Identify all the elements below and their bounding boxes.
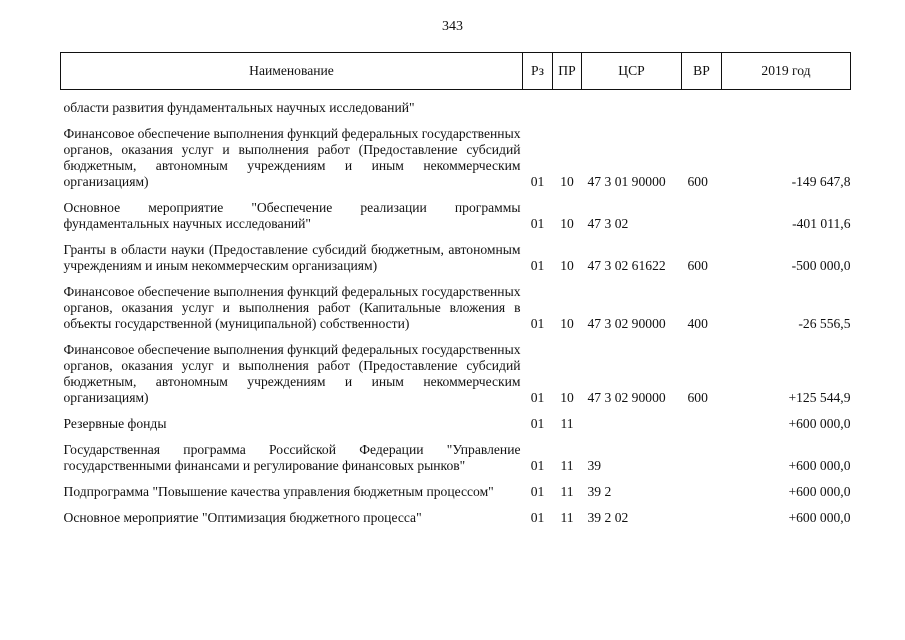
row-name: Гранты в области науки (Предоставление субсидий бюджетным, автономным учреждениям и иным некоммерческим организациям) [63,242,521,273]
row-name: Основное мероприятие "Оптимизация бюджетного процесса" [63,510,422,525]
table-row [61,284,851,332]
header-csr: ЦСР [582,53,682,90]
table-row [61,342,851,406]
row-amount: -26 556,5 [798,316,851,331]
row-pr: 10 [560,316,574,331]
header-pr: ПР [553,53,582,90]
row-amount [722,100,851,116]
row-name: области развития фундаментальных научных исследований" [63,100,415,115]
row-pr: 11 [560,458,574,473]
row-name: Государственная программа Российской Федерации "Управление государственными финансами и регулирование финансовых рынков" [63,442,521,473]
table-header [61,53,851,90]
table-row [61,416,851,432]
table-row [61,242,851,274]
row-pr: 11 [560,510,574,525]
row-vr: 600 [687,390,708,405]
row-rz: 01 [530,174,545,189]
row-pr: 10 [560,174,574,189]
row-rz: 01 [530,510,545,525]
row-rz: 01 [530,458,545,473]
row-csr: 47 3 02 61622 [587,258,666,273]
row-vr [682,200,722,232]
row-name: Основное мероприятие "Обеспечение реализации программы фундаментальных научных исследований" [63,200,521,231]
row-vr: 600 [687,258,708,273]
row-vr: 600 [687,174,708,189]
row-rz: 01 [530,416,545,431]
row-pr: 10 [560,390,574,405]
table-row [61,442,851,474]
row-csr: 39 2 [587,484,612,499]
row-csr: 47 3 02 [587,216,629,231]
row-pr: 11 [560,484,574,499]
row-name: Подпрограмма "Повышение качества управления бюджетным процессом" [63,484,494,499]
table-row [61,510,851,526]
header-vr: ВР [682,53,722,90]
row-csr: 47 3 02 90000 [587,316,666,331]
row-csr: 47 3 01 90000 [587,174,666,189]
row-amount: +600 000,0 [788,458,851,473]
row-name: Финансовое обеспечение выполнения функций федеральных государственных органов, оказания услуг и выполнения работ (Предоставление субсидий бюджетным, автономным учреждениям и иным некоммерческим организациям) [63,342,521,405]
row-vr [682,442,722,474]
row-csr: 47 3 02 90000 [587,390,666,405]
row-amount: +600 000,0 [788,484,851,499]
row-rz [523,100,553,116]
row-vr [682,100,722,116]
table-body [61,90,851,527]
row-pr: 10 [560,258,574,273]
row-csr [582,100,682,116]
row-amount: +125 544,9 [788,390,851,405]
page-number: 343 [442,19,463,34]
budget-table [60,52,851,526]
row-pr [553,100,582,116]
table-row [61,100,851,116]
row-csr [582,416,682,432]
row-vr [682,510,722,526]
row-amount: -149 647,8 [791,174,851,189]
row-rz: 01 [530,484,545,499]
row-rz: 01 [530,258,545,273]
header-rz: Рз [523,53,553,90]
row-amount: -401 011,6 [792,216,851,231]
table-row [61,484,851,500]
row-csr: 39 2 02 [587,510,629,525]
row-name: Резервные фонды [63,416,167,431]
row-name: Финансовое обеспечение выполнения функций федеральных государственных органов, оказания услуг и выполнения работ (Предоставление субсидий бюджетным, автономным учреждениям и иным некоммерческим организациям) [63,126,521,189]
row-amount: -500 000,0 [791,258,851,273]
row-vr [682,416,722,432]
row-rz: 01 [530,390,545,405]
row-amount: +600 000,0 [788,510,851,525]
row-amount: +600 000,0 [788,416,851,431]
row-name: Финансовое обеспечение выполнения функций федеральных государственных органов, оказания услуг и выполнения работ (Капитальные вложения в объекты государственной (муниципальной) собственности) [63,284,521,331]
row-pr: 11 [560,416,574,431]
table-row [61,126,851,190]
row-csr: 39 [587,458,602,473]
row-pr: 10 [560,216,574,231]
header-name: Наименование [61,53,523,90]
row-vr: 400 [687,316,708,331]
header-year: 2019 год [722,53,851,90]
row-vr [682,484,722,500]
row-rz: 01 [530,216,545,231]
row-rz: 01 [530,316,545,331]
table-row [61,200,851,232]
